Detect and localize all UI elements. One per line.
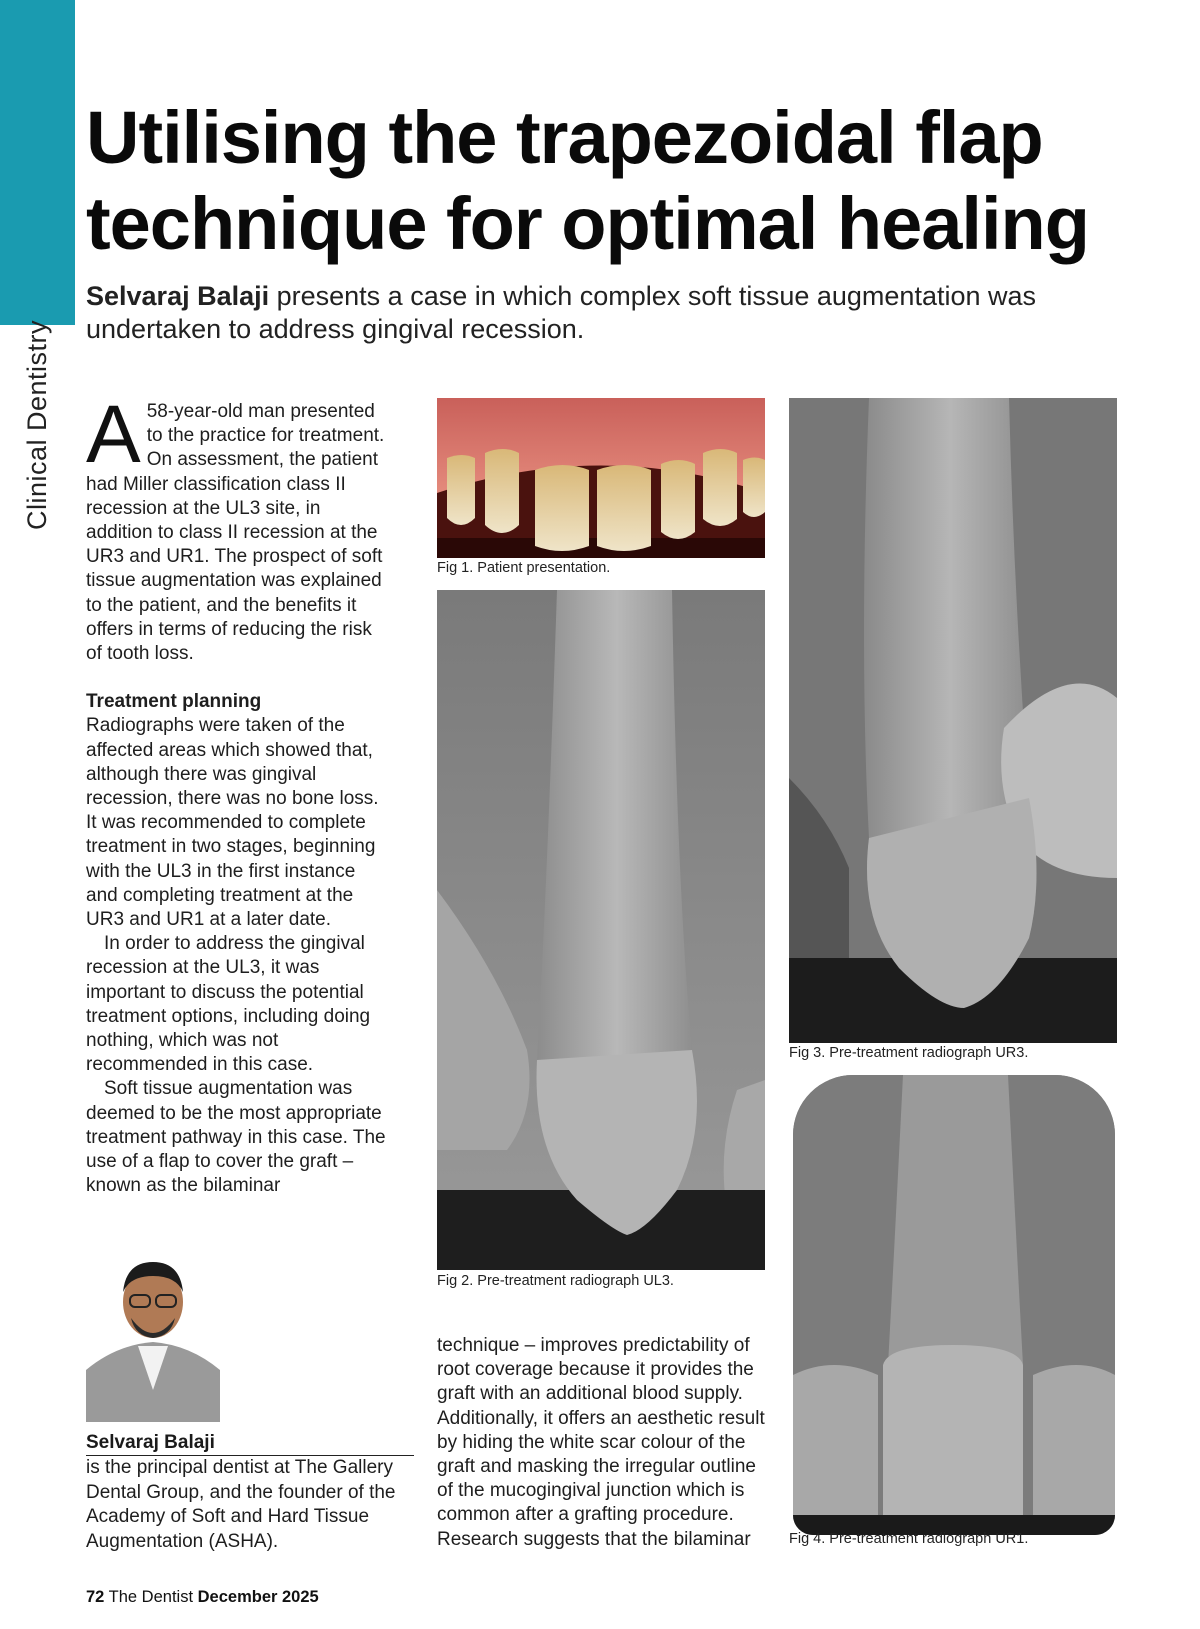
figure-4-caption: Fig 4. Pre-treatment radiograph UR1. (789, 1531, 1029, 1547)
drop-cap: A (86, 389, 141, 480)
figure-1-caption: Fig 1. Patient presentation. (437, 560, 611, 576)
subheading-treatment-planning: Treatment planning (86, 691, 262, 713)
radiograph-ur1-illustration (793, 1075, 1115, 1535)
teeth-photo-illustration (437, 398, 765, 558)
figure-2-radiograph (437, 590, 765, 1270)
section-label: Clinical Dentistry (22, 319, 52, 530)
paragraph: Soft tissue augmentation was deemed to be the most appropriate treatment pathway in this case. The use of a flap to cover the graft – known as the bilaminar (86, 1078, 386, 1197)
standfirst (86, 280, 1086, 346)
figure-1-photo (437, 398, 765, 558)
page-footer (86, 1588, 319, 1607)
body-column-1 (86, 389, 386, 1199)
figure-3-radiograph (789, 398, 1117, 1043)
author-portrait-illustration (86, 1240, 220, 1422)
intro-text: 58-year-old man presented to the practice for treatment. On assessment, the patient had Miller classification class II recession at the UL3 site, in addition to class II recession at the UR3 and UR1. The prospect of soft tissue augmentation was explained to the patient, and the benefits it offers in terms of reducing the risk of tooth loss. (86, 401, 385, 665)
body-column-2-continuation: technique – improves predictability of root coverage because it provides the graft with an additional blood supply. Additionally, it offers an aesthetic result by hiding the white scar colour of the graft and masking the irregular outline of the mucogingival junction which is common after a grafting procedure. Research suggests that the bilaminar (437, 1335, 765, 1550)
headline: Utilising the trapezoidal flap technique for optimal healing (86, 96, 1089, 265)
figure-3-caption: Fig 3. Pre-treatment radiograph UR3. (789, 1045, 1029, 1061)
paragraph: In order to address the gingival recession at the UL3, it was important to discuss the potential treatment options, including doing nothing, which was not recommended in this case. (86, 933, 371, 1076)
figure-4-radiograph (793, 1075, 1115, 1535)
standfirst-text: presents a case in which complex soft tissue augmentation was undertaken to address gingival recession. (86, 281, 1037, 344)
issue-date: December 2025 (197, 1588, 319, 1606)
intro-paragraph (86, 389, 386, 666)
bio-text: is the principal dentist at The Gallery Dental Group, and the founder of the Academy of Soft and Hard Tissue Augmentation (ASHA). (86, 1457, 396, 1552)
author-photo (86, 1240, 220, 1422)
radiograph-ul3-illustration (437, 590, 765, 1270)
radiograph-ur3-illustration (789, 398, 1117, 1043)
section-color-bar (0, 0, 75, 325)
paragraph: Radiographs were taken of the affected areas which showed that, although there was gingival recession, there was no bone loss. It was recommended to complete treatment in two stages, beginning with the UL3 in the first instance and completing treatment at the UR3 and UR1 at a later date. (86, 715, 379, 931)
publication-name: The Dentist (108, 1588, 194, 1606)
page-number: 72 (86, 1588, 105, 1606)
bio-author-name: Selvaraj Balaji (86, 1432, 414, 1456)
figure-2-caption: Fig 2. Pre-treatment radiograph UL3. (437, 1273, 674, 1289)
standfirst-author: Selvaraj Balaji (86, 281, 270, 311)
